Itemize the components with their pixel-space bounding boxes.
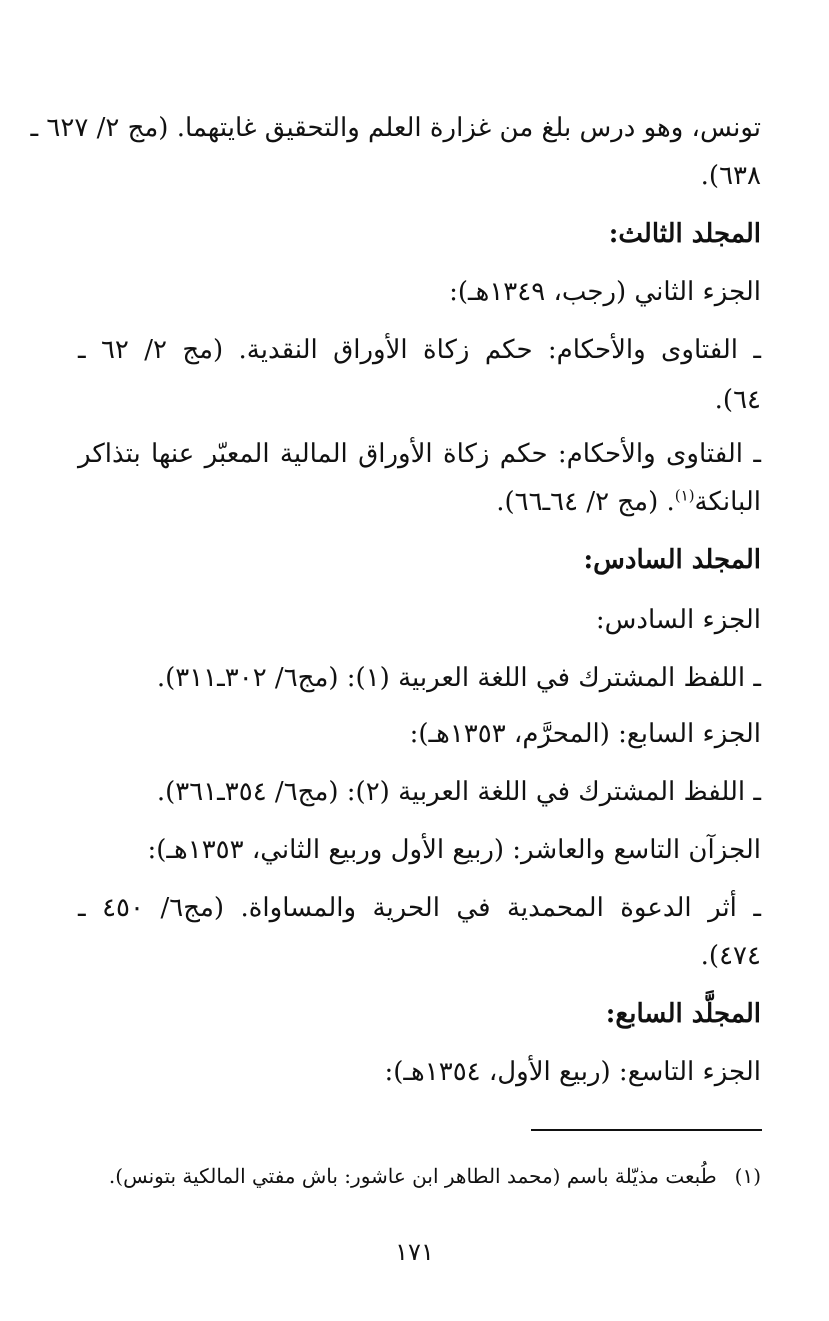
footnote-number: (١) — [734, 1164, 761, 1188]
text-line: ٤٧٤). — [700, 941, 761, 971]
text-line — [496, 482, 761, 522]
footnote-text: طُبعت مذيّلة باسم (محمد الطاهر ابن عاشور: باش مفتي المالكية بتونس). — [108, 1164, 717, 1188]
text-line: الجزء الثاني (رجب، ١٣٤٩هـ): — [449, 277, 761, 307]
text-line: ٦٤). — [714, 385, 761, 415]
text-line: الجزء السادس: — [595, 605, 761, 635]
footnote-separator — [531, 1129, 762, 1131]
section-heading: المجلد السادس: — [583, 545, 761, 575]
text-line: ٦٣٨). — [700, 161, 761, 191]
text-line: ـ اللفظ المشترك في اللغة العربية (١): (مج٦/ ٣٠٢ـ٣١١). — [156, 663, 761, 693]
text-line: ـ اللفظ المشترك في اللغة العربية (٢): (مج٦/ ٣٥٤ـ٣٦١). — [156, 777, 761, 807]
section-heading: المجلَّد السابع: — [605, 999, 761, 1029]
text-line: الجزء التاسع: (ربيع الأول، ١٣٥٤هـ): — [384, 1057, 761, 1087]
text-line: الجزء السابع: (المحرَّم، ١٣٥٣هـ): — [409, 719, 761, 749]
page-number: ١٧١ — [395, 1238, 434, 1266]
text-fragment: . (مج ٢/ ٦٤ـ٦٦). — [496, 487, 675, 517]
text-line: ـ الفتاوى والأحكام: حكم زكاة الأوراق المالية المعبّر عنها بتذاكر — [78, 439, 761, 469]
text-line: تونس، وهو درس بلغ من غزارة العلم والتحقيق غايتهما. (مج ٢/ ٦٢٧ ـ — [30, 113, 761, 143]
text-line: ـ أثر الدعوة المحمدية في الحرية والمساواة. (مج٦/ ٤٥٠ ـ — [78, 893, 761, 923]
text-line: ـ الفتاوى والأحكام: حكم زكاة الأوراق النقدية. (مج ٢/ ٦٢ ـ — [78, 335, 761, 365]
section-heading: المجلد الثالث: — [608, 219, 761, 249]
text-line: الجزآن التاسع والعاشر: (ربيع الأول وربيع الثاني، ١٣٥٣هـ): — [147, 835, 761, 865]
footnote-ref: (١) — [674, 486, 695, 505]
text-fragment: البانكة — [694, 487, 761, 517]
footnote — [109, 1160, 761, 1192]
